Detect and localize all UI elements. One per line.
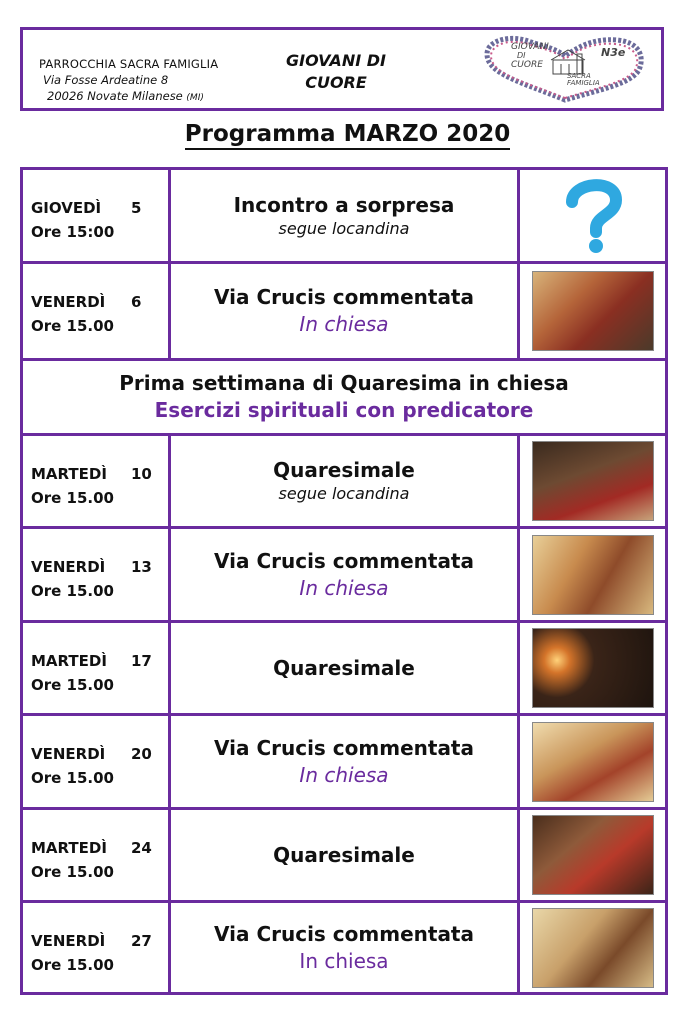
group-name-line2: CUORE [305, 73, 367, 92]
time-label: Ore 15.00 [31, 489, 114, 507]
table-row [23, 716, 668, 810]
date-cell [23, 264, 171, 358]
group-name [271, 50, 401, 94]
table-row [23, 436, 668, 529]
svg-text:GIOVANI: GIOVANI [511, 42, 549, 52]
day-number: 27 [131, 932, 152, 950]
image-cell [520, 810, 668, 900]
date-cell [23, 810, 171, 900]
day-number: 13 [131, 558, 152, 576]
event-subtitle: In chiesa [299, 762, 389, 787]
table-row [23, 623, 668, 716]
date-cell [23, 170, 171, 261]
date-cell [23, 529, 171, 620]
fall-painting [532, 535, 654, 615]
day-label: GIOVEDÌ 5 [31, 199, 142, 217]
image-cell [520, 623, 668, 713]
table-row [23, 903, 668, 995]
image-cell [520, 903, 668, 992]
event-title: Via Crucis commentata [214, 735, 474, 760]
page-title: Programma MARZO 2020 [0, 119, 695, 149]
day-number: 24 [131, 839, 152, 857]
notice-row [23, 361, 668, 436]
day-number: 20 [131, 745, 152, 763]
candle-bible-photo [532, 628, 654, 708]
image-cell [520, 529, 668, 620]
day-label: VENERDÌ 6 [31, 293, 142, 311]
parish-info [39, 56, 218, 106]
event-title: Quaresimale [273, 656, 415, 680]
event-title: Quaresimale [273, 458, 415, 482]
question-mark-icon [558, 176, 628, 256]
group-name-line1: GIOVANI DI [286, 51, 386, 70]
table-row [23, 264, 668, 361]
day-number: 10 [131, 465, 152, 483]
event-cell [171, 529, 520, 620]
saint-painting [532, 815, 654, 895]
cross-bearer-painting [532, 722, 654, 802]
event-cell [171, 264, 520, 358]
svg-text:DI: DI [517, 51, 526, 60]
cardinal-painting [532, 441, 654, 521]
image-cell [520, 264, 668, 358]
parish-city: 20026 Novate Milanese (MI) [47, 89, 204, 103]
image-cell [520, 436, 668, 526]
table-row [23, 810, 668, 903]
parish-address: Via Fosse Ardeatine 8 [43, 73, 169, 87]
day-number: 17 [131, 652, 152, 670]
header-box [20, 27, 664, 111]
svg-text:CUORE: CUORE [511, 60, 543, 70]
event-subtitle: segue locandina [278, 484, 410, 503]
date-cell [23, 436, 171, 526]
parish-name: PARROCCHIA SACRA FAMIGLIA [39, 57, 219, 71]
event-cell [171, 170, 520, 261]
day-label: VENERDÌ 13 [31, 558, 152, 576]
image-cell [520, 170, 668, 261]
day-number: 6 [131, 293, 142, 311]
event-cell [171, 903, 520, 992]
event-title: Via Crucis commentata [214, 921, 474, 946]
event-subtitle: In chiesa [299, 575, 389, 600]
event-title: Incontro a sorpresa [233, 192, 455, 217]
time-label: Ore 15.00 [31, 582, 114, 600]
heart-logo [481, 34, 649, 104]
event-title: Quaresimale [273, 843, 415, 867]
day-number: 5 [131, 199, 142, 217]
event-subtitle: segue locandina [278, 218, 410, 238]
event-cell [171, 810, 520, 900]
via-crucis-painting [532, 271, 654, 351]
event-subtitle: In chiesa [299, 948, 389, 973]
event-subtitle: In chiesa [299, 312, 389, 336]
event-cell [171, 623, 520, 713]
event-title: Via Crucis commentata [214, 285, 474, 309]
time-label: Ore 15:00 [31, 223, 115, 241]
image-cell [520, 716, 668, 807]
time-label: Ore 15.00 [31, 317, 114, 335]
event-cell [171, 436, 520, 526]
svg-text:N3e: N3e [601, 46, 626, 59]
day-label: MARTEDÌ 10 [31, 465, 152, 483]
day-label: VENERDÌ 27 [31, 932, 152, 950]
date-cell [23, 623, 171, 713]
day-label: MARTEDÌ 17 [31, 652, 152, 670]
time-label: Ore 15.00 [31, 956, 114, 974]
notice-cell [23, 361, 668, 433]
day-label: MARTEDÌ 24 [31, 839, 152, 857]
schedule-table [20, 167, 668, 995]
date-cell [23, 903, 171, 992]
time-label: Ore 15.00 [31, 863, 114, 881]
day-label: VENERDÌ 20 [31, 745, 152, 763]
event-title: Via Crucis commentata [214, 548, 474, 573]
notice-line2: Esercizi spirituali con predicatore [154, 398, 534, 422]
svg-text:FAMIGLIA: FAMIGLIA [567, 79, 600, 87]
date-cell [23, 716, 171, 807]
time-label: Ore 15.00 [31, 676, 114, 694]
event-cell [171, 716, 520, 807]
notice-line1: Prima settimana di Quaresima in chiesa [119, 371, 569, 395]
svg-text:SACRA: SACRA [567, 72, 591, 80]
table-row [23, 529, 668, 623]
table-row [23, 170, 668, 264]
crucifixion-painting [532, 908, 654, 988]
time-label: Ore 15.00 [31, 769, 114, 787]
